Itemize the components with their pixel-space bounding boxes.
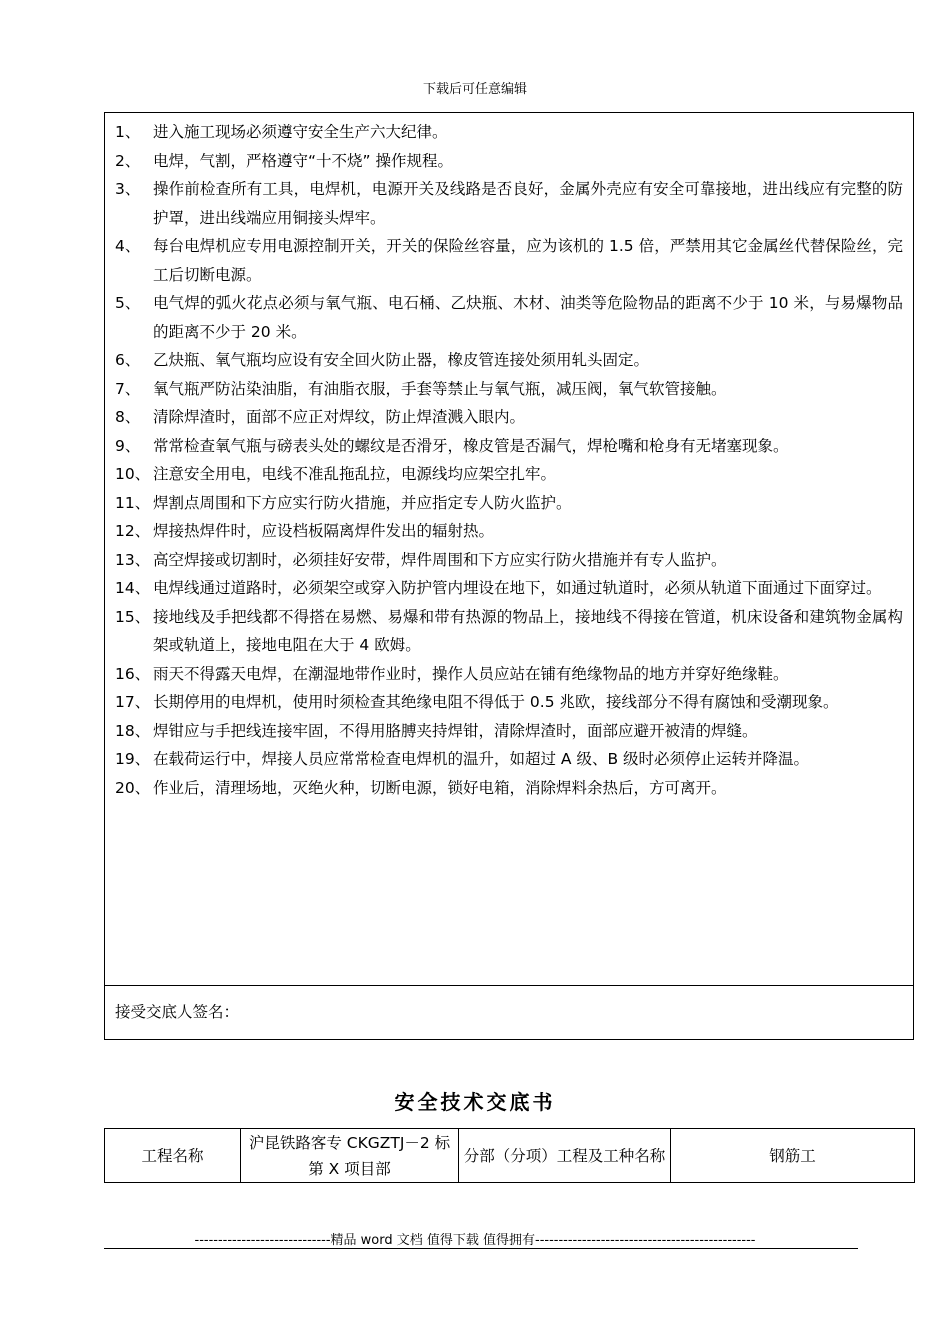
- rule-item: [115, 517, 903, 546]
- rule-number: 3、: [115, 180, 141, 198]
- rule-text: 作业后，清理场地，灭绝火种，切断电源，锁好电箱，消除焊料余热后，方可离开。: [153, 778, 727, 797]
- rule-number: 1、: [115, 123, 141, 141]
- page-header: 下载后可任意编辑: [422, 82, 527, 97]
- rule-text: 焊割点周围和下方应实行防火措施，并应指定专人防火监护。: [153, 493, 572, 512]
- rule-text: 电焊，气割，严格遵守“十不烧” 操作规程。: [153, 151, 453, 170]
- rule-number: 5、: [115, 294, 141, 312]
- rule-text: 电焊线通过道路时，必须架空或穿入防护管内埋设在地下，如通过轨道时，必须从轨道下面通过下面穿过。: [153, 579, 882, 597]
- footer-divider: [104, 1248, 858, 1249]
- rule-text: 氧气瓶严防沾染油脂，有油脂衣服，手套等禁止与氧气瓶，减压阀，氧气软管接触。: [153, 379, 727, 398]
- page-footer: -----------------------------精品 word 文档 值得下载 值得拥有-----------------------------------------------: [194, 1233, 756, 1248]
- rule-item: [115, 147, 903, 176]
- rule-number: 2、: [115, 151, 141, 170]
- rule-text: 进入施工现场必须遵守安全生产六大纪律。: [153, 123, 448, 141]
- rule-item: [115, 546, 903, 575]
- rule-text: 长期停用的电焊机，使用时须检查其绝缘电阻不得低于 0.5 兆欧，接线部分不得有腐蚀和受潮现象。: [153, 693, 839, 711]
- project-info-table: [104, 1128, 915, 1183]
- subproject-value: 钢筋工: [671, 1129, 915, 1183]
- rule-number: 11、: [115, 493, 151, 512]
- rule-number: 15、: [115, 607, 151, 626]
- rule-number: 13、: [115, 550, 151, 569]
- rule-number: 18、: [115, 721, 151, 740]
- rule-text: 在载荷运行中，焊接人员应常常检查电焊机的温升，如超过 A 级、B 级时必须停止运转并降温。: [153, 750, 810, 768]
- rule-text: 接地线及手把线都不得搭在易燃、易爆和带有热源的物品上，接地线不得接在管道，机床设备和建筑物金属构架或轨道上，接地电阻在大于 4 欧姆。: [153, 607, 903, 654]
- project-name-value: 沪昆铁路客专 CKGZTJ－2 标第 X 项目部: [241, 1129, 459, 1183]
- rule-text: 电气焊的弧火花点必须与氧气瓶、电石桶、乙炔瓶、木材、油类等危险物品的距离不少于 10 米，与易爆物品的距离不少于 20 米。: [153, 294, 903, 341]
- rule-item: [115, 346, 903, 375]
- rule-item: [115, 660, 903, 689]
- rule-number: 6、: [115, 351, 141, 369]
- rule-text: 常常检查氧气瓶与磅表头处的螺纹是否滑牙，橡皮管是否漏气，焊枪嘴和枪身有无堵塞现象。: [153, 436, 789, 455]
- rule-number: 14、: [115, 579, 151, 597]
- rule-item: [115, 460, 903, 489]
- rule-text: 高空焊接或切割时，必须挂好安带，焊件周围和下方应实行防火措施并有专人监护。: [153, 550, 727, 569]
- rule-text: 每台电焊机应专用电源控制开关，开关的保险丝容量，应为该机的 1.5 倍，严禁用其它金属丝代替保险丝，完工后切断电源。: [153, 237, 903, 284]
- rule-item: [115, 688, 903, 717]
- signature-box: [104, 985, 914, 1040]
- rule-number: 20、: [115, 778, 151, 797]
- rule-text: 焊钳应与手把线连接牢固，不得用胳膊夹持焊钳，清除焊渣时，面部应避开被清的焊缝。: [153, 721, 758, 740]
- subproject-label: 分部（分项）工程及工种名称: [459, 1129, 671, 1183]
- rule-item: [115, 745, 903, 774]
- rule-item: [115, 289, 903, 346]
- rule-number: 8、: [115, 408, 141, 426]
- rule-text: 焊接热焊件时，应设档板隔离焊件发出的辐射热。: [153, 522, 495, 540]
- rule-number: 9、: [115, 436, 141, 455]
- rule-item: [115, 375, 903, 404]
- rule-number: 12、: [115, 522, 151, 540]
- rule-number: 17、: [115, 693, 151, 711]
- safety-rules-box: [104, 112, 914, 986]
- rule-item: [115, 175, 903, 232]
- rule-number: 19、: [115, 750, 151, 768]
- rule-text: 乙炔瓶、氧气瓶均应设有安全回火防止器，橡皮管连接处须用轧头固定。: [153, 351, 650, 369]
- rule-number: 7、: [115, 379, 141, 398]
- rule-number: 16、: [115, 664, 151, 683]
- rule-item: [115, 232, 903, 289]
- rule-number: 10、: [115, 465, 151, 483]
- rule-text: 清除焊渣时，面部不应正对焊纹，防止焊渣溅入眼内。: [153, 408, 526, 426]
- rule-text: 注意安全用电，电线不准乱拖乱拉，电源线均应架空扎牢。: [153, 465, 557, 483]
- rule-item: [115, 118, 903, 147]
- rule-item: [115, 717, 903, 746]
- rule-item: [115, 603, 903, 660]
- project-name-label: 工程名称: [105, 1129, 241, 1183]
- rule-text: 雨天不得露天电焊，在潮湿地带作业时，操作人员应站在铺有绝缘物品的地方并穿好绝缘鞋。: [153, 664, 789, 683]
- safety-rules-list: [105, 113, 913, 802]
- rule-item: [115, 489, 903, 518]
- signature-label: 接受交底人签名：: [115, 1003, 240, 1021]
- rule-text: 操作前检查所有工具，电焊机，电源开关及线路是否良好，金属外壳应有安全可靠接地，进出线应有完整的防护罩，进出线端应用铜接头焊牢。: [153, 180, 903, 227]
- document-title: 安全技术交底书: [394, 1090, 556, 1114]
- rule-item: [115, 574, 903, 603]
- project-info-row: [105, 1129, 915, 1183]
- rule-item: [115, 403, 903, 432]
- rule-number: 4、: [115, 237, 141, 255]
- rule-item: [115, 774, 903, 803]
- rule-item: [115, 432, 903, 461]
